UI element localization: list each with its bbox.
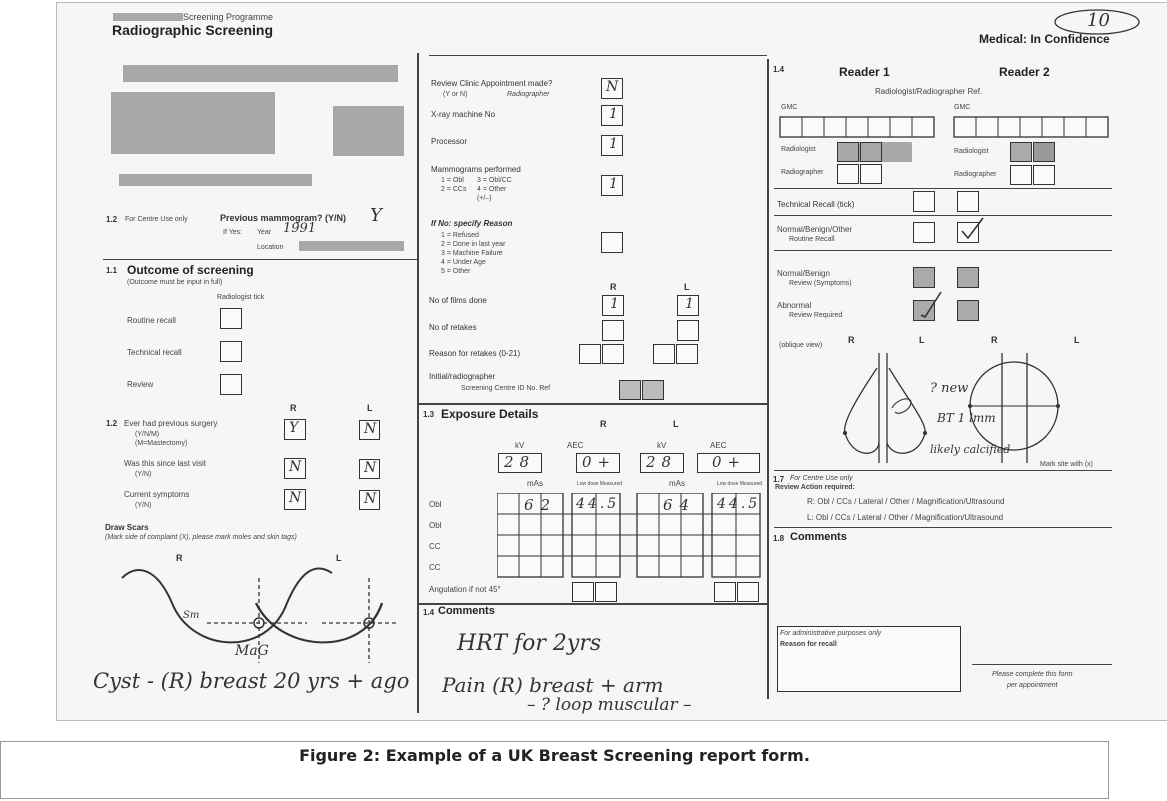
admin-line1: For administrative purposes only [780,630,882,637]
footer-line2: per appointment [1007,682,1058,689]
rule-left-1 [103,259,417,260]
reason-box[interactable] [601,232,623,253]
tech-recall-box[interactable] [957,191,979,212]
reader-note: ? new [930,381,969,396]
outcome-box-technical[interactable] [220,341,242,362]
density-label: Low dose Measured [577,481,623,487]
angulation-box[interactable] [737,582,759,602]
radiologist-tick: Radiologist tick [217,294,265,301]
outcome-sub: (Outcome must be input in full) [127,279,223,286]
surgery-r: R [290,403,297,413]
normal-box[interactable] [913,222,935,243]
exp-l: L [673,419,679,429]
rule-mid-top [429,55,767,56]
density-l-value: 44.5 [717,496,761,512]
initial-box[interactable] [860,142,882,162]
draw-scars-sub: (Mark side of complaint (X), please mark moles and skin tags) [105,534,297,541]
redacted-name [123,65,398,82]
initial-box[interactable] [860,164,882,184]
comment-line: HRT for 2yrs [457,631,602,656]
prev-mammo-answer: Y [370,205,382,226]
surgery-q1b: (Y/N/M) [135,431,160,438]
angulation-label: Angulation if not 45° [429,585,501,594]
routine-label: Routine Recall [789,236,835,243]
outcome-title: Outcome of screening [127,263,254,277]
exp-r: R [600,419,607,429]
retake-reason-box[interactable] [676,344,698,364]
admin-line2: Reason for recall [780,641,837,648]
retake-reason-label: Reason for retakes (0-21) [429,349,521,358]
kv-r-box[interactable]: 28 [498,453,542,473]
redacted-address [111,92,275,154]
tick-mark [915,289,945,319]
angulation-box[interactable] [572,582,594,602]
normal2-box[interactable] [913,267,935,288]
action-r: R: Obl / CCs / Lateral / Other / Magnification/Ultrasound [807,497,1005,506]
mark-site-label: Mark site with (x) [1040,461,1093,468]
section-num: 1.2 [106,215,118,224]
section-num: 1.2 [106,419,118,428]
initial-box[interactable] [837,142,859,162]
exp-row-label: Obl [429,521,442,530]
year-value: 1991 [283,221,317,236]
gmc-boxes [778,115,1113,139]
mas-r-value: 62 [524,496,558,514]
footer-line1: Please complete this form [992,671,1073,678]
retakes-box[interactable] [677,320,699,341]
review-sym-label: Review (Symptoms) [789,280,852,287]
scanned-form [56,2,1167,721]
scars-sm: Sm [183,610,200,621]
surgery-box[interactable]: N [359,420,380,440]
scars-note: Cyst - (R) breast 20 yrs + ago [93,669,410,693]
initial-box[interactable] [642,380,664,400]
section-num: 1.3 [423,410,435,419]
mas-label: mAs [527,479,543,488]
initial-box[interactable] [837,164,859,184]
surgery-box[interactable]: N [359,459,380,479]
page-note-circle [1052,7,1142,37]
comment-line: Pain (R) breast + arm [442,673,664,697]
figure-caption-box [0,741,1109,799]
rule-right-5 [774,527,1112,528]
diag-r: R [848,335,855,345]
location-label: Location [257,244,284,251]
surgery-q1: Ever had previous surgery [124,419,218,428]
exp-row-label: CC [429,563,441,572]
retakes-box[interactable] [602,320,624,341]
processor-box[interactable]: 1 [601,135,623,156]
section-num: 1.1 [106,266,118,275]
mammo-performed-box[interactable]: 1 [601,175,623,196]
scars-l: L [336,553,342,563]
reader-sub: Radiologist/Radiographer Ref. [875,87,983,96]
redacted-location [299,241,404,251]
tick-mark [959,216,985,242]
mas-label: mAs [669,479,685,488]
surgery-box[interactable]: Y [284,419,306,440]
kv-label: kV [657,441,667,450]
page-note: 10 [1087,10,1110,31]
outcome-technical: Technical recall [127,348,182,357]
rule-exposure [419,403,767,405]
programme-label: Screening Programme [183,12,274,22]
outcome-box-review[interactable] [220,374,242,395]
diag-r: R [991,335,998,345]
normal-label: Normal/Benign/Other [777,225,853,234]
redacted-dob [119,174,312,186]
mp-opt: 2 = CCs [441,186,467,193]
density-label: Low dose Measured [717,481,763,487]
radiologist-label: Radiologist [954,148,989,155]
section-num: 1.4 [773,65,785,74]
processor-label: Processor [431,137,468,146]
if-no-label: If No: specify Reason [431,219,513,228]
divider-left [417,53,419,713]
redacted-id [333,106,404,156]
exp-row-label: CC [429,542,441,551]
aec-l-box[interactable]: 0+ [697,453,760,473]
surgery-q2: Was this since last visit [124,459,206,468]
initial-label: Initial/radiographer [429,372,496,381]
surgery-box[interactable]: N [359,490,380,510]
review-clinic-label: Review Clinic Appointment made? [431,79,553,88]
abnormal-label: Abnormal [777,301,812,310]
if-yes-label: If Yes: [223,229,243,236]
radiologist-label: Radiologist [781,146,816,153]
angulation-box[interactable] [595,582,617,602]
comment-line: – ? loop muscular – [527,695,692,715]
reader2-label: Reader 2 [999,65,1050,79]
xray-box[interactable]: 1 [601,105,623,126]
surgery-q3b: (Y/N) [135,502,152,509]
reason-opt: 1 = Refused [441,232,479,239]
normal2-label: Normal/Benign [777,269,830,278]
reader-note: BT 1 lmm [937,411,996,425]
aec-label: AEC [567,441,584,450]
exposure-title: Exposure Details [441,407,539,421]
form-title: Radiographic Screening [112,22,274,38]
initial-box[interactable] [1010,165,1032,185]
surgery-box[interactable]: N [284,489,306,510]
reason-opt: 4 = Under Age [441,259,486,266]
reason-opt: 2 = Done in last year [441,241,506,248]
retakes-label: No of retakes [429,323,477,332]
redacted-block [113,13,183,21]
gmc-label: GMC [781,104,798,111]
tech-recall-label: Technical Recall (tick) [777,200,855,209]
section-num: 1.8 [773,534,785,543]
films-r: R [610,282,617,292]
mammo-performed-label: Mammograms performed [431,165,521,174]
retake-reason-box[interactable] [602,344,624,364]
retake-reason-box[interactable] [653,344,675,364]
reader1-label: Reader 1 [839,65,890,79]
review-req-label: Review Required [789,312,843,319]
rule-footer [972,664,1112,665]
mas-l-value: 64 [663,496,697,514]
films-box[interactable]: 1 [602,295,624,316]
initial-box[interactable] [619,380,641,400]
diag-l: L [919,335,925,345]
mp-opt: 1 = Obl [441,177,464,184]
mp-opt: (+/–) [477,195,492,202]
radiographer-label: Radiographer [954,171,997,178]
films-l: L [684,282,690,292]
films-box[interactable]: 1 [677,295,699,316]
right-comments-title: Comments [790,531,847,543]
section-num: 1.4 [423,608,435,617]
surgery-q3: Current symptoms [124,490,190,499]
oblique-label: (oblique view) [779,342,823,349]
exp-row-label: Obl [429,500,442,509]
aec-r-box[interactable]: 0+ [576,453,620,473]
reason-opt: 3 = Machine Failure [441,250,503,257]
rule-right-2 [774,215,1112,216]
action-l: L: Obl / CCs / Lateral / Other / Magnification/Ultrasound [807,513,1004,522]
radiographer-label: Radiographer [507,91,550,98]
draw-scars-title: Draw Scars [105,523,149,532]
density-r-value: 44.5 [576,496,620,512]
normal2-box[interactable] [957,267,979,288]
initial-box[interactable] [1033,165,1055,185]
rule-right-4 [774,470,1112,471]
rule-right-3 [774,250,1112,251]
review-box[interactable]: N [601,78,623,99]
diag-l: L [1074,335,1080,345]
abnormal-box[interactable] [957,300,979,321]
scars-r: R [176,553,183,563]
radiographer-label: Radiographer [781,169,824,176]
reason-opt: 5 = Other [441,268,471,275]
retake-reason-box[interactable] [579,344,601,364]
reader-note: likely calcified [930,443,1011,456]
confidential-label: Medical: In Confidence [979,32,1110,46]
angulation-box[interactable] [714,582,736,602]
section-num: 1.7 [773,475,785,484]
centre-use-label: For Centre Use only [125,216,188,223]
rule-right-1 [774,188,1112,189]
year-label: Year [257,229,272,236]
surgery-q1c: (M=Mastectomy) [135,440,188,447]
aec-label: AEC [710,441,727,450]
action-centre: For Centre Use only [790,475,853,482]
prev-mammo-label: Previous mammogram? (Y/N) [220,213,347,223]
surgery-box[interactable]: N [284,458,306,479]
gmc-label: GMC [954,104,971,111]
centre-id-label: Screening Centre ID No. Ref [461,385,551,392]
kv-label: kV [515,441,525,450]
outcome-box-routine[interactable] [220,308,242,329]
surgery-l: L [367,403,373,413]
xray-label: X-ray machine No [431,110,496,119]
mp-opt: 4 = Other [477,186,507,193]
initial-box[interactable] [1033,142,1055,162]
comments-title: Comments [438,605,495,617]
outcome-review: Review [127,380,154,389]
initial-box[interactable] [1010,142,1032,162]
figure-caption: Figure 2: Example of a UK Breast Screening report form. [299,746,810,765]
surgery-q2b: (Y/N) [135,471,152,478]
scars-mag: MaG [235,643,269,659]
tech-recall-box[interactable] [913,191,935,212]
films-label: No of films done [429,296,487,305]
mp-opt: 3 = Obl/CC [477,177,512,184]
divider-right [767,59,769,699]
outcome-routine: Routine recall [127,316,176,325]
action-title: Review Action required: [775,484,855,491]
review-yn: (Y or N) [443,91,468,98]
kv-l-box[interactable]: 28 [640,453,684,473]
